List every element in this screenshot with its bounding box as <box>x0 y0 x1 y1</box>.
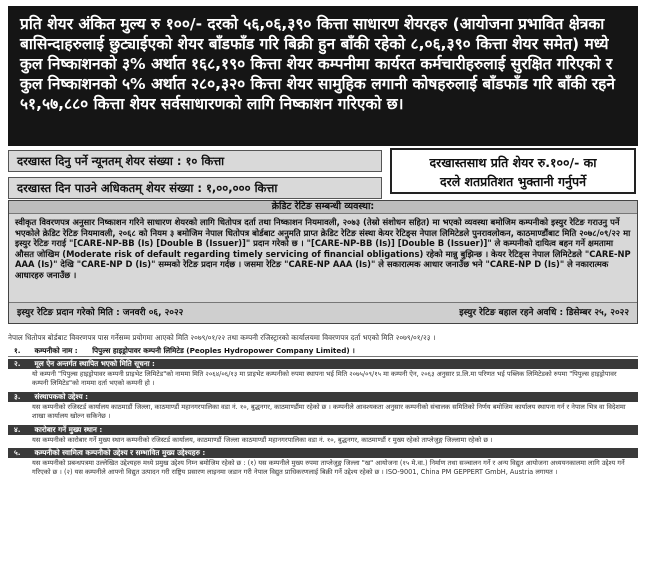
max-application-row: दरखास्त दिन पाउने अधिकतम् शेयर संख्या : १,००,००० कित्ता <box>8 177 382 199</box>
section-5-header <box>8 448 638 458</box>
credit-rating-footer <box>9 302 637 323</box>
issue-summary-banner <box>8 6 638 146</box>
section-number: १. <box>14 346 21 355</box>
credit-rating-body: स्वीकृत विवरणपत्र अनुसार निष्काशन गरिने साधारण शेयरको लागि धितोपत्र दर्ता तथा निष्काशन नियमावली, २०७३ (तेस्रो संशोधन सहित) मा भएको व्यवस्था बमोजिम कम्पनीको इस्युर रेटिङ गराउनु पर्ने भएकोले क्रेडिट रेटिङ नियमावली, २०६८ को नियम ३ बमोजिम नेपाल धितोपत्र बोर्डबाट अनुमति प्राप्त क्रेडिट रेटिङ संस्था केयर रेटिङ्स नेपाल लिमिटेडले पुनरावलोकन, काठमाण्डौंबाट मिति २०७८/०९/२२ मा इस्युर रेटिङ गराई "[CARE-NP-BB (Is) [Double B (Issuer)]" प्रदान गरेको छ । "[CARE-NP-BB (Is)] [Double B (Issuer)]" ले कम्पनीको दायित्व बहन गर्ने क्षमतामा औसत जोखिम (Moderate risk of default regarding timely servicing of financial obligations) रहेको मान्नु बुझिन्छ । केयर रेटिङ्स नेपाल लिमिटेडले "CARE-NP AAA (Is)" देखि "CARE-NP D (Is)" सम्मको रेटिङ प्रदान गर्दछ । जसमा रेटिङ "CARE-NP AAA (Is)" ले सकारात्मक आधार जनाउँछ भने "CARE-NP D (Is)" ले नकारात्मक आधारहरु जनाउँछ । <box>15 217 631 280</box>
section-5-body: यस कम्पनीको प्रबन्धपत्रमा उल्लेखित उद्देश्यहरु मध्ये प्रमुख उद्देश्य निम्न बमोजिम रहेको छ : (१) यस कम्पनीले मुख्य रुपमा ताप्लेजुङ्ग जिल्ला "ख" आयोजना (१५ मे.वा.) निर्माण तथा सञ्चालन गर्ने र अन्य विद्युत आयोजना अध्ययनकालमा लागि उद्देश्य गर्ने गरिएको छ । (२) यस कम्पनीले आफ्नो विद्युत उत्पादन गरी राष्ट्रिय प्रसारण लाइनमा जडान गरी नेपाल विद्युत प्राधिकरणलाई बिक्री गर्ने उद्देश्य रहेको छ । ISO-9001, China PM GEPPERT GmbH, Austria लगायत । <box>32 459 625 477</box>
section-title: कारोबार गर्ने मुख्य स्थान : <box>34 424 103 434</box>
notes-intro: नेपाल धितोपत्र बोर्डबाट विवरणपत्र पास गर्नेसम्म प्रयोगमा आएको मिति २०७९/०१/२२ तथा कम्पनी रजिस्ट्रारको कार्यालयमा विवरणपत्र दर्ता भएको मिति २०७९/०१/२३ । <box>8 333 436 342</box>
section-3-body: यस कम्पनीको रजिस्टर्ड कार्यालय काठमाडौं जिल्ला, काठमाण्डौं महानगरपालिका वडा नं. १०, बुद्धनगर, काठमाण्डौंमा रहेको छ । कम्पनीले आवश्यकता अनुसार कम्पनीको संचालक समितिको निर्णय बमोजिम कार्यालय स्थापना गर्न र नेपाल भित्र वा विदेशमा शाखा कार्यालय खोल्न सकिनेछ । <box>32 402 626 421</box>
section-1-header <box>8 346 638 357</box>
payment-notice-box <box>390 148 636 194</box>
section-title: संस्थापकको उद्देश्य : <box>34 391 88 401</box>
section-number: २. <box>14 359 21 368</box>
payment-line-2: दरले शतप्रतिशत भुक्तानी गर्नुपर्ने <box>439 174 587 189</box>
issue-summary-text: प्रति शेयर अंकित मुल्य रु १००/- दरको ५६,०६,३९० कित्ता साधारण शेयरहरु (आयोजना प्रभावित क्षेत्रका बासिन्दाहरुलाई छुट्याईएको शेयर बाँडफाँड गरि बिक्री हुन बाँकी रहेको ८,०६,३९० कित्ता शेयर समेत) मध्ये कुल निष्काशनको ३% अर्थात १६८,१९० कित्ता शेयर कम्पनीमा कार्यरत कर्मचारीहरुलाई सुरक्षित गरिएको र कुल निष्काशनको ५% अर्थात २८०,३२० कित्ता शेयर सामुहिक लगानी कोषहरुलाई बाँडफाँड गरि बाँकी रहने ५१,५७,८८० कित्ता शेयर सर्वसाधारणको लागि निष्काशन गरिएको छ। <box>20 15 616 113</box>
section-number: ३. <box>14 391 21 401</box>
prospectus-notes <box>8 330 638 566</box>
application-limits <box>8 150 382 204</box>
section-number: ५. <box>14 448 21 458</box>
min-application-row: दरखास्त दिनु पर्ने न्यूनतम् शेयर संख्या : १० कित्ता <box>8 150 382 172</box>
credit-rating-title: क्रेडिट रेटिङ सम्बन्धी व्यवस्था: <box>9 201 637 214</box>
section-number: ४. <box>14 424 21 434</box>
rating-issue-date: इस्युर रेटिङ प्रदान गरेको मिति : जनवरी ०६, २०२२ <box>17 308 184 318</box>
credit-rating-section <box>8 200 638 324</box>
company-name: पिपुल्स हाइड्रोपावर कम्पनी लिमिटेड (Peoples Hydropower Company Limited) । <box>92 346 355 355</box>
rating-valid-until: इस्युर रेटिङ बहाल रहने अवधि : डिसेम्बर २५, २०२२ <box>459 308 629 318</box>
section-2-header <box>8 359 638 369</box>
section-2-body: यो कम्पनी "पिपुल्स हाइड्रोपावर कम्पनी प्राइभेट लिमिटेड"को नाममा मिति २०६४/०६/१३ मा प्राइभेट कम्पनीको रुपमा स्थापना भई मिति २०७५/०९/१५ मा कम्पनी ऐन, २०६३ अनुसार प्र.लि.मा परिणत भई पब्लिक लिमिटेडको रुपमा "पिपुल्स हाइड्रोपावर कम्पनी लिमिटेड"को नाममा दर्ता भएको कम्पनी हो । <box>32 370 617 388</box>
payment-line-1: दरखास्तसाथ प्रति शेयर रु.१००/- का <box>429 155 597 170</box>
section-4-header <box>8 425 638 435</box>
section-title: कम्पनीको नाम : <box>34 346 78 355</box>
section-4-body: यस कम्पनीको कारोबार गर्ने मुख्य स्थान कम्पनीको रजिस्टर्ड कार्यालय, काठमाण्डौं जिल्ला काठमाण्डौं महानगरपालिका वडा नं. १०, बुद्धनगर, काठमाण्डौं र मुख्य रहेको ताप्लेजुङ्ग जिल्लामा रहेको छ । <box>32 435 493 444</box>
section-3-header <box>8 392 638 402</box>
section-title: कम्पनीको स्वामित्व कम्पनीको उद्देश्य र सम्भावित मुख्य उद्देश्यहरु : <box>34 448 206 458</box>
section-title: मूल ऐन अन्तर्गत स्थापित भएको मिति सूचना : <box>34 359 155 368</box>
